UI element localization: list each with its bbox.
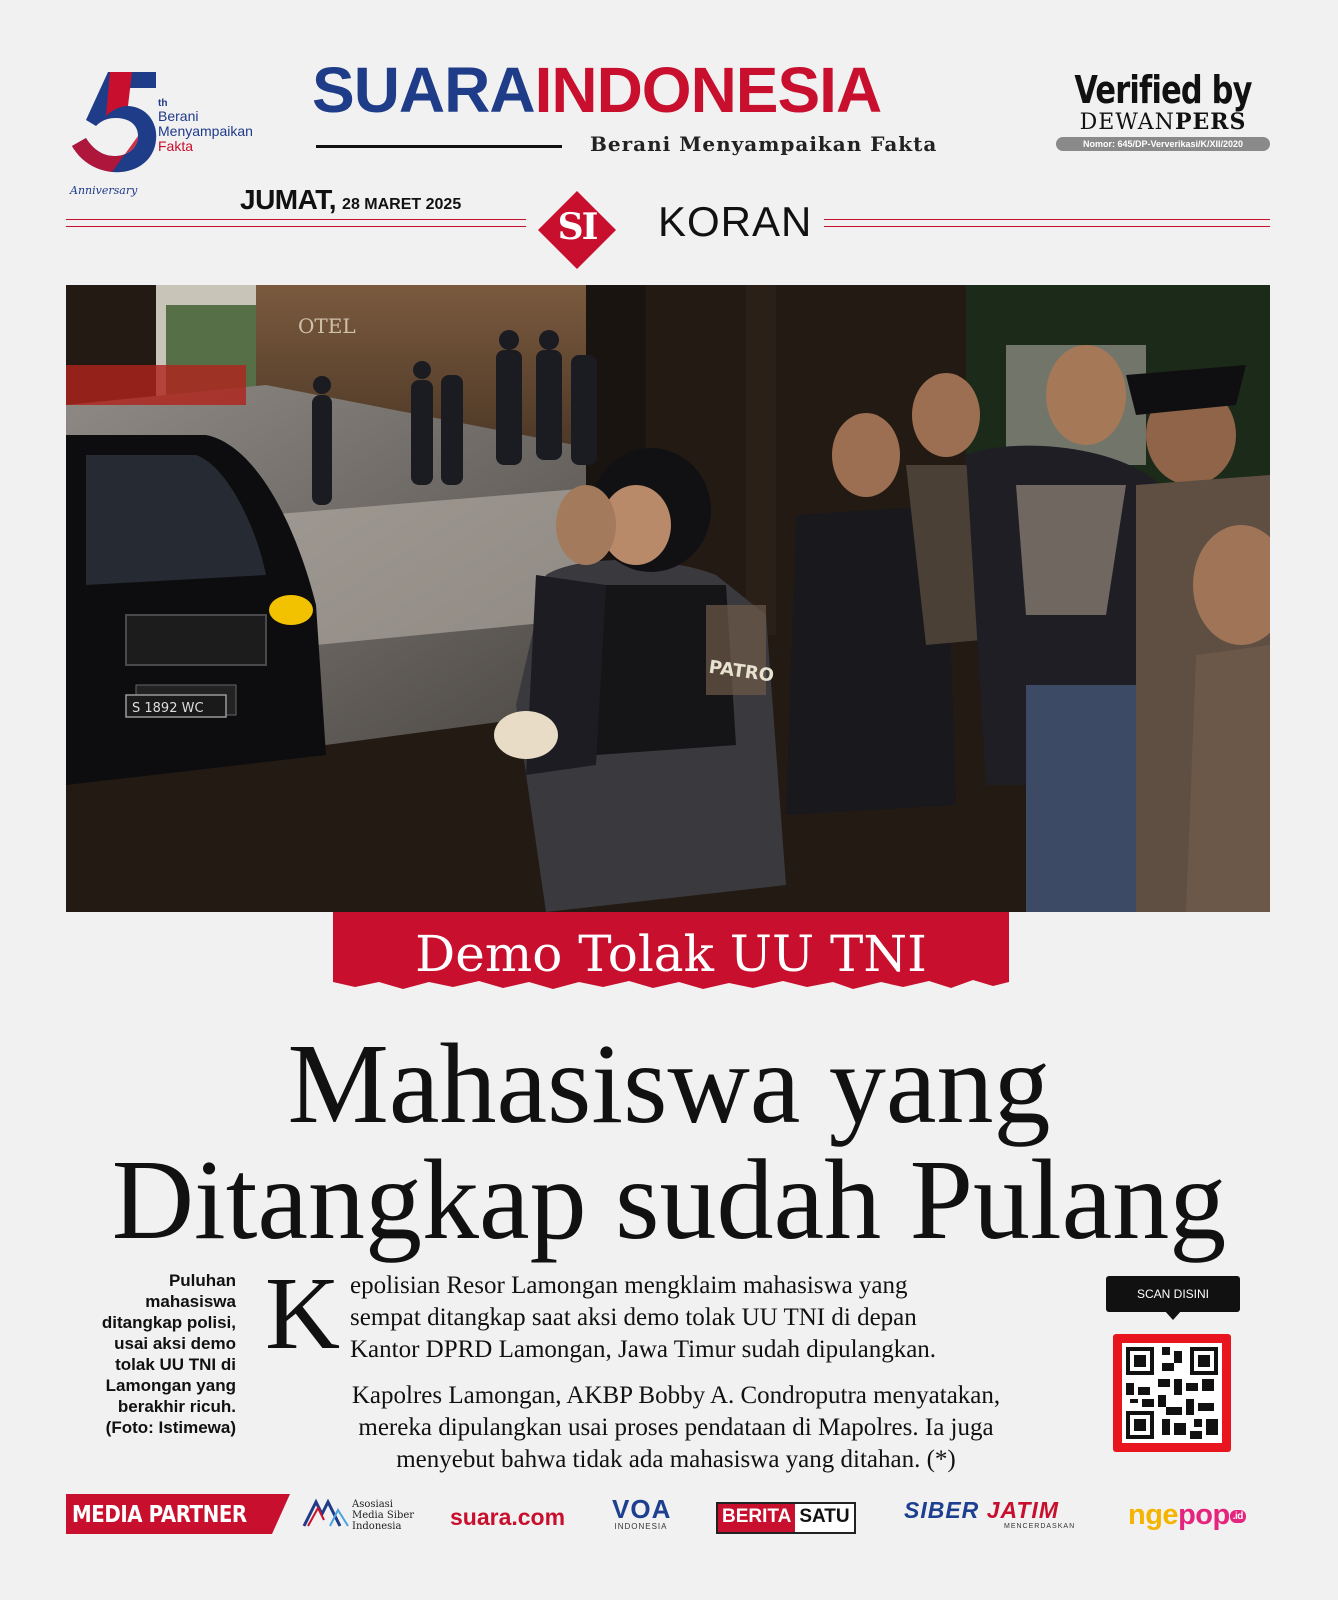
caption-line: ditangkap polisi, bbox=[101, 1313, 236, 1332]
masthead-rule-right bbox=[824, 219, 1270, 227]
headline bbox=[0, 1020, 1338, 1263]
masthead-rule-left bbox=[66, 219, 526, 227]
caption-line: mahasiswa bbox=[145, 1292, 236, 1311]
scan-label: SCAN DISINI bbox=[1106, 1276, 1240, 1312]
brand-suara: SUARA bbox=[312, 54, 535, 126]
amsi-text bbox=[352, 1499, 414, 1532]
qr-code[interactable] bbox=[1113, 1334, 1231, 1452]
anniversary-th: th bbox=[158, 98, 168, 109]
verified-badge bbox=[1052, 70, 1274, 151]
partner-ngepop[interactable] bbox=[1128, 1499, 1246, 1532]
anniversary-line3: Fakta bbox=[158, 138, 194, 154]
dewan-text: DEWAN bbox=[1079, 110, 1175, 135]
satu-text: SATU bbox=[795, 1504, 853, 1532]
anniversary-five-graphic bbox=[70, 66, 160, 176]
anniversary-line2: Menyampaikan bbox=[158, 123, 253, 139]
siber-text: SIBER bbox=[904, 1497, 980, 1523]
dateline bbox=[240, 184, 461, 216]
pole-2 bbox=[746, 285, 776, 635]
paragraph-line: sempat ditangkap saat aksi demo tolak UU TNI di depan bbox=[350, 1304, 917, 1331]
siberjatim-tagline: MENCERDASKAN bbox=[1004, 1523, 1076, 1530]
edition-date: 28 MARET 2025 bbox=[342, 196, 462, 213]
caption-line: tolak UU TNI di bbox=[115, 1355, 236, 1374]
anniversary-line1: Berani bbox=[158, 108, 199, 124]
si-logo-letters: SI bbox=[557, 206, 597, 248]
edition-day: JUMAT, bbox=[240, 184, 337, 215]
headline-line2: Ditangkap sudah Pulang bbox=[111, 1136, 1227, 1263]
section-label: KORAN bbox=[658, 198, 813, 245]
headline-line1: Mahasiswa yang bbox=[287, 1020, 1051, 1147]
caption-line: Puluhan bbox=[168, 1271, 236, 1290]
paragraph-line: menyebut bahwa tidak ada mahasiswa yang ditahan. (*) bbox=[396, 1446, 956, 1473]
amsi-line: Indonesia bbox=[352, 1521, 402, 1532]
caption-line: usai aksi demo bbox=[114, 1334, 236, 1353]
paragraph-line: Kapolres Lamongan, AKBP Bobby A. Condroputra menyatakan, bbox=[351, 1382, 1001, 1409]
anniversary-script: Anniversary bbox=[70, 184, 138, 197]
kicker-text: Demo Tolak UU TNI bbox=[415, 925, 927, 983]
amsi-line: Asosiasi bbox=[352, 1499, 393, 1510]
nge-text: nge bbox=[1128, 1499, 1179, 1531]
partner-amsi[interactable] bbox=[302, 1496, 426, 1536]
car-plate: S 1892 WC bbox=[132, 701, 204, 716]
masthead-tagline: Berani Menyampaikan Fakta bbox=[590, 132, 938, 156]
verified-title: Verified by bbox=[1074, 68, 1252, 112]
amsi-icon bbox=[302, 1496, 350, 1530]
news-photo bbox=[66, 285, 1270, 912]
brand-indonesia: INDONESIA bbox=[534, 54, 882, 126]
awning bbox=[66, 365, 246, 405]
pop-text: pop bbox=[1178, 1499, 1230, 1531]
siberjatim-logo bbox=[904, 1496, 1094, 1524]
partner-beritasatu[interactable] bbox=[716, 1502, 856, 1534]
drop-cap: K bbox=[265, 1256, 341, 1371]
vest-text: PATRO bbox=[707, 656, 776, 687]
paragraph-line: Kantor DPRD Lamongan, Jawa Timur sudah dipulangkan. bbox=[350, 1336, 937, 1363]
brand-underline bbox=[316, 145, 562, 148]
article-paragraph-2 bbox=[276, 1380, 1076, 1476]
partner-siberjatim[interactable] bbox=[904, 1496, 1094, 1536]
qr-pattern bbox=[1122, 1343, 1222, 1443]
paragraph-line: mereka dipulangkan usai proses pendataan di Mapolres. Ia juga bbox=[358, 1414, 994, 1441]
photo-scene bbox=[66, 285, 1270, 912]
kicker-banner bbox=[333, 912, 1009, 996]
amsi-line: Media Siber bbox=[352, 1510, 415, 1521]
caption-line: Lamongan yang bbox=[105, 1376, 236, 1395]
verification-number: Nomor: 645/DP-Ververikasi/K/XII/2020 bbox=[1056, 137, 1270, 151]
jatim-text: JATIM bbox=[986, 1497, 1059, 1523]
scan-label-pointer bbox=[1164, 1310, 1182, 1320]
anniversary-text bbox=[158, 109, 253, 154]
voa-sub: INDONESIA bbox=[614, 1522, 668, 1531]
caption-line: (Foto: Istimewa) bbox=[105, 1418, 236, 1437]
hotel-sign: OTEL bbox=[298, 314, 356, 338]
masthead-brand bbox=[312, 54, 882, 126]
photo-caption bbox=[66, 1270, 236, 1438]
pers-text: PERS bbox=[1174, 109, 1247, 135]
partner-voa[interactable] bbox=[612, 1496, 670, 1536]
berita-text: BERITA bbox=[718, 1504, 795, 1532]
caption-line: berakhir ricuh. bbox=[117, 1397, 236, 1416]
dewan-pers bbox=[1052, 110, 1274, 135]
paragraph-line: epolisian Resor Lamongan mengklaim mahasiswa yang bbox=[350, 1272, 908, 1299]
id-badge: .id bbox=[1230, 1510, 1246, 1523]
partner-suara[interactable]: suara.com bbox=[450, 1504, 566, 1530]
voa-logo: VOA bbox=[612, 1494, 672, 1524]
media-partner-heading: MEDIA PARTNER bbox=[72, 1502, 247, 1528]
article-paragraph-1 bbox=[350, 1270, 1070, 1366]
